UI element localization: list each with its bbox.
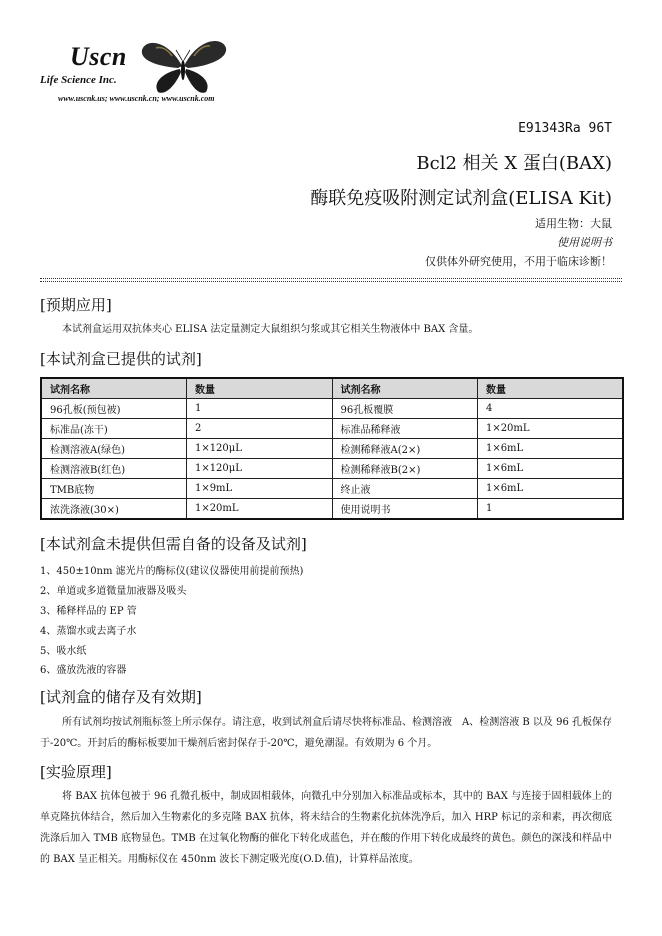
research-only-notice: 仅供体外研究使用，不用于临床诊断！ — [425, 255, 612, 268]
table-cell: 1×6mL — [477, 439, 623, 459]
section-title-storage: [试剂盒的储存及有效期] — [40, 688, 202, 706]
table-cell: 检测稀释液B(2×) — [332, 459, 477, 479]
table-row — [41, 399, 623, 419]
storage-text: 所有试剂均按试剂瓶标签上所示保存。请注意，收到试剂盒后请尽快将标准品、检测溶液 A、检测溶液 B 以及 96 孔板保存于-20℃。开封后的酶标板要加干燥剂后密封保存于-20℃，避免潮湿。有效期为 6 个月。 — [40, 717, 613, 749]
table-cell: 96孔板覆膜 — [332, 399, 477, 419]
table-cell: 浓洗涤液(30×) — [41, 499, 186, 520]
organism-label: 适用生物：大鼠 — [535, 217, 612, 230]
table-cell: 1×9mL — [186, 479, 332, 499]
table-cell: 1 — [477, 499, 623, 520]
table-row — [41, 479, 623, 499]
list-item: 4、蒸馏水或去离子水 — [40, 626, 137, 637]
list-item: 3、稀释样品的 EP 管 — [40, 606, 137, 617]
table-header-row — [41, 378, 623, 399]
butterfly-icon — [138, 36, 228, 96]
column-header: 试剂名称 — [41, 378, 186, 399]
table-cell: 1×6mL — [477, 479, 623, 499]
table-cell: 1×6mL — [477, 459, 623, 479]
list-item: 1、450±10nm 滤光片的酶标仪(建议仪器使用前提前预热) — [40, 566, 304, 577]
table-cell: 检测溶液A(绿色) — [41, 439, 186, 459]
table-cell: 检测溶液B(红色) — [41, 459, 186, 479]
table-cell: 4 — [477, 399, 623, 419]
table-cell: TMB底物 — [41, 479, 186, 499]
section-title-intended-use: [预期应用] — [40, 296, 112, 314]
table-cell: 1×20mL — [477, 419, 623, 439]
table-cell: 1 — [186, 399, 332, 419]
table-row — [41, 459, 623, 479]
table-cell: 96孔板(预包被) — [41, 399, 186, 419]
table-cell: 标准品稀释液 — [332, 419, 477, 439]
column-header: 数量 — [477, 378, 623, 399]
logo-urls: www.uscnk.us; www.uscnk.cn; www.uscnk.com — [58, 94, 215, 103]
manual-label: 使用说明书 — [557, 236, 612, 249]
table-cell: 1×20mL — [186, 499, 332, 520]
table-row — [41, 419, 623, 439]
list-item: 5、吸水纸 — [40, 646, 87, 657]
table-cell: 检测稀释液A(2×) — [332, 439, 477, 459]
principle-text: 将 BAX 抗体包被于 96 孔微孔板中，制成固相载体，向微孔中分别加入标准品或标本，其中的 BAX 与连接于固相载体上的单克隆抗体结合，然后加入生物素化的多克隆 BAX 抗体，将未结合的生物素化抗体洗净后，加入 HRP 标记的亲和素，再次彻底洗涤后加入 TMB 底物显色。TMB 在过氧化物酶的催化下转化成蓝色，并在酸的作用下转化成最终的黄色。颜色的深浅和样品中的 BAX 呈正相关。用酶标仪在 450nm 波长下测定吸光度(O.D.值)，计算样品浓度。 — [40, 791, 612, 865]
table-cell: 终止液 — [332, 479, 477, 499]
catalog-number: E91343Ra 96T — [518, 121, 612, 136]
table-cell: 2 — [186, 419, 332, 439]
intended-use-text: 本试剂盒运用双抗体夹心 ELISA 法定量测定大鼠组织匀浆或其它相关生物液体中 BAX 含量。 — [62, 324, 479, 335]
section-title-provided: [本试剂盒已提供的试剂] — [40, 350, 202, 368]
table-row — [41, 439, 623, 459]
reagents-table — [40, 377, 624, 520]
list-item: 6、盛放洗液的容器 — [40, 665, 127, 676]
table-row — [41, 499, 623, 520]
logo-subtitle: Life Science Inc. — [40, 74, 117, 86]
section-title-required: [本试剂盒未提供但需自备的设备及试剂] — [40, 535, 307, 553]
logo-wordmark: Uscn — [70, 42, 127, 71]
table-cell: 1×120μL — [186, 439, 332, 459]
header-divider — [40, 278, 622, 282]
column-header: 试剂名称 — [332, 378, 477, 399]
product-title: Bcl2 相关 X 蛋白(BAX) — [416, 153, 612, 174]
column-header: 数量 — [186, 378, 332, 399]
company-logo — [28, 30, 258, 110]
table-cell: 1×120μL — [186, 459, 332, 479]
product-subtitle: 酶联免疫吸附测定试剂盒(ELISA Kit) — [310, 188, 612, 209]
table-cell: 标准品(冻干) — [41, 419, 186, 439]
table-cell: 使用说明书 — [332, 499, 477, 520]
section-title-principle: [实验原理] — [40, 763, 112, 781]
list-item: 2、单道或多道微量加液器及吸头 — [40, 586, 187, 597]
